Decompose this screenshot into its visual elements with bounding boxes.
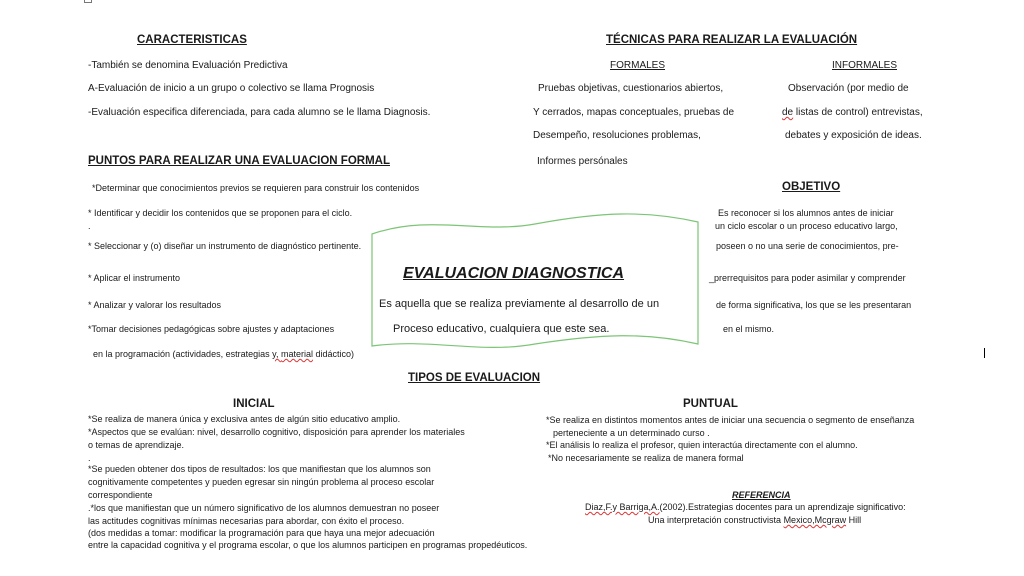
informales-label: INFORMALES <box>832 60 898 71</box>
objetivo-line: en el mismo. <box>723 324 775 334</box>
referencia-heading: REFERENCIA <box>732 490 791 500</box>
page-corner-mark <box>84 0 92 3</box>
puntual-line: *El análisis lo realiza el profesor, quien interactúa directamente con el alumno. <box>546 440 858 450</box>
puntos-line: en la programación (actividades, estrategias y, material didáctico) <box>93 349 354 359</box>
puntual-line: *No necesariamente se realiza de manera formal <box>548 453 744 463</box>
spell-flag: Mexico,Mcgraw <box>783 515 847 525</box>
inicial-line: o temas de aprendizaje. <box>88 440 185 450</box>
center-line: Es aquella que se realiza previamente al desarrollo de un <box>379 298 660 310</box>
objetivo-heading: OBJETIVO <box>782 181 841 193</box>
spell-flag: material <box>280 349 313 359</box>
puntos-line: . <box>88 221 91 231</box>
informales-line: debates y exposición de ideas. <box>785 130 922 141</box>
center-line: Proceso educativo, cualquiera que este sea. <box>393 323 610 335</box>
puntual-heading: PUNTUAL <box>683 398 738 410</box>
puntos-line: * Aplicar el instrumento <box>88 273 181 283</box>
inicial-line: .*los que manifiestan que un número significativo de los alumnos demuestran no poseer <box>88 503 440 513</box>
formales-line: Pruebas objetivas, cuestionarios abiertos, <box>538 83 724 94</box>
puntos-line: *Determinar que conocimientos previos se requieren para construir los contenidos <box>92 183 420 193</box>
caracteristicas-line: -También se denomina Evaluación Predictiva <box>88 60 288 71</box>
formales-line: Informes persónales <box>537 156 628 167</box>
informales-line: Observación (por medio de <box>788 83 909 94</box>
inicial-line: . <box>88 453 91 463</box>
caracteristicas-line: A-Evaluación de inicio a un grupo o colectivo se llama Prognosis <box>88 83 375 94</box>
informales-line: de listas de control) entrevistas, <box>782 107 923 118</box>
objetivo-line: poseen o no una serie de conocimientos, pre- <box>716 241 899 251</box>
inicial-line: entre la capacidad cognitiva y el programa escolar, o que los alumnos participen en programas propedéuticos. <box>88 540 528 550</box>
objetivo-line: _prerrequisitos para poder asimilar y comprender <box>709 273 906 283</box>
tipos-heading: TIPOS DE EVALUACION <box>408 372 541 384</box>
spell-flag: Diaz,F.y Barriga,A. <box>585 502 660 512</box>
formales-label: FORMALES <box>610 60 666 71</box>
puntual-line: perteneciente a un determinado curso . <box>553 428 710 438</box>
objetivo-line: de forma significativa, los que se les presentaran <box>716 300 912 310</box>
inicial-line: *Se realiza de manera única y exclusiva antes de algún sitio educativo amplio. <box>88 414 401 424</box>
inicial-line: (dos medidas a tomar: modificar la programación para que haya una mejor adecuación <box>88 528 435 538</box>
inicial-line: *Aspectos que se evalúan: nivel, desarrollo cognitivo, disposición para aprender los materiales <box>88 427 465 437</box>
inicial-line: correspondiente <box>88 490 153 500</box>
caracteristicas-line: -Evaluación especifica diferenciada, para cada alumno se le llama Diagnosis. <box>88 107 431 118</box>
puntos-line: * Seleccionar y (o) diseñar un instrumento de diagnóstico pertinente. <box>88 241 362 251</box>
inicial-line: *Se pueden obtener dos tipos de resultados: los que manifiestan que los alumnos son <box>88 464 431 474</box>
inicial-line: cognitivamente competentes y pueden egresar sin ningún problema al proceso escolar <box>88 477 435 487</box>
puntos-line: * Identificar y decidir los contenidos que se proponen para el ciclo. <box>88 208 353 218</box>
evaluacion-diagnostica-title: EVALUACION DIAGNOSTICA <box>403 265 625 282</box>
spell-flag: y, <box>272 349 281 359</box>
referencia-line: Diaz,F.y Barriga,A.(2002).Estrategias docentes para un aprendizaje significativo: <box>585 502 906 512</box>
referencia-line: Una interpretación constructivista Mexico,Mcgraw Hill <box>648 515 862 525</box>
caracteristicas-heading: CARACTERISTICAS <box>137 34 247 46</box>
inicial-line: las actitudes cognitivas mínimas necesarias para abordar, con éxito el proceso. <box>88 516 405 526</box>
objetivo-line: un ciclo escolar o un proceso educativo largo, <box>715 221 898 231</box>
formales-line: Y cerrados, mapas conceptuales, pruebas de <box>533 107 735 118</box>
objetivo-line: Es reconocer si los alumnos antes de iniciar <box>718 208 894 218</box>
puntos-heading: PUNTOS PARA REALIZAR UNA EVALUACION FORMAL <box>88 155 390 167</box>
tecnicas-heading: TÉCNICAS PARA REALIZAR LA EVALUACIÓN <box>606 34 858 46</box>
inicial-heading: INICIAL <box>233 398 275 410</box>
puntos-line: * Analizar y valorar los resultados <box>88 300 222 310</box>
formales-line: Desempeño, resoluciones problemas, <box>533 130 701 141</box>
text-cursor <box>984 348 985 358</box>
puntos-line: *Tomar decisiones pedagógicas sobre ajustes y adaptaciones <box>88 324 335 334</box>
puntual-line: *Se realiza en distintos momentos antes de iniciar una secuencia o segmento de enseñanza <box>546 415 915 425</box>
spell-flag: de <box>782 107 794 118</box>
